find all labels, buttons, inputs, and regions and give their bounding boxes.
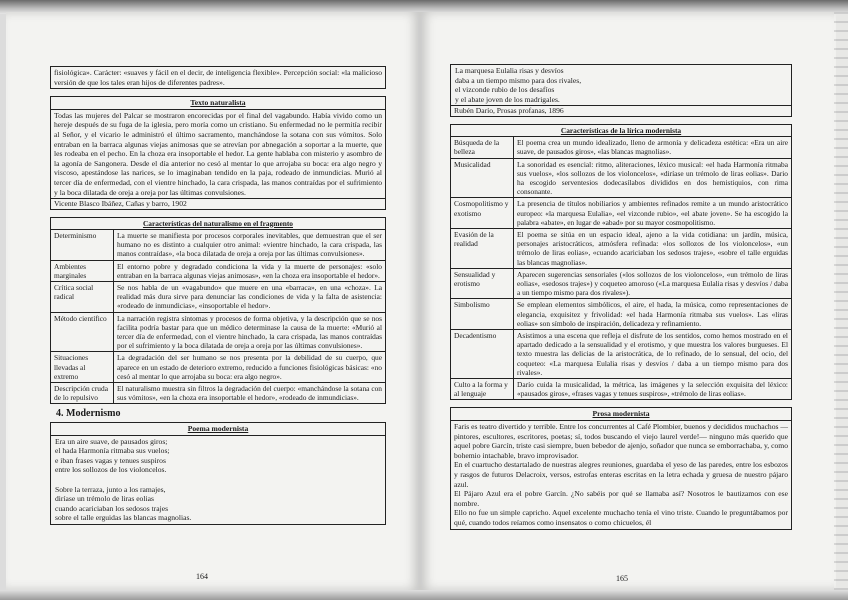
row-key: Cosmopolitismo y exotismo	[451, 198, 514, 229]
row-key: Musicalidad	[451, 158, 514, 198]
scan-edge-right	[834, 12, 848, 592]
row-key: Culto a la forma y al lenguaje	[451, 379, 514, 400]
row-key: Sensualidad y erotismo	[451, 268, 514, 299]
row-value: La presencia de títulos nobiliarios y ambientes refinados remite a un mundo aristocrático europeo: «la marquesa Eulalia», «el vizconde rubio», «el abate joven». Se ha escogido la palabra «abate», en lugar de «abad» por su mayor cosmopolitismo.	[514, 198, 792, 229]
row-key: Simbolismo	[451, 299, 514, 330]
row-value: Se emplean elementos simbólicos, el aire, el hada, la música, como representaciones de elegancia, exquisitez y frivolidad: «el hada Harmonía ritmaba sus vuelos». Las «liras eolias» son símbolo de inspiración, delicadeza y refinamiento.	[514, 299, 792, 330]
table-row	[51, 260, 386, 281]
table-row	[451, 229, 792, 269]
poem-line: y el abate joven de los madrigales.	[455, 94, 560, 104]
row-value: La narración registra síntomas y procesos de forma objetiva, y la descripción que se nos facilita podría bastar para que un médico determinase la causa de la muerte: «Murió al tercer día de enfermedad, con el vientre hinchado, la cara crispada, las manos contraídas por el sufrimiento y la boca dilatada de oreja a oreja por las últimas convulsiones».	[114, 312, 386, 352]
naturalist-text-body: Todas las mujeres del Palcar se mostraron encorecidas por el final del vagabundo. Había vivido como un hereje después de su fuga de la iglesia, pero moría como un cristiano. Su enfermedad no le permitía recibir al Señor, y el vicario le administró el último sacramento, manchándose la sotana con sus vómitos. Solo entraban en la barraca algunas viejas animosas que se atrevían por abnegación a soportar a la muerte, que les rodeaba en el pecho. En la choza era insoportable el hedor. La gente hablaba con misterio y asombro de la agonía de Sangonera. Desde el día anterior no cesó al mentar lo que arrojaba su boca: era algo negro y viscoso, apestándose las narices, se lo imaginaban tendido en la paja, rodeado de inmundicias. Murió al tercer día de enfermedad, con el vientre hinchado, la cara crispada, las manos contraídas por el sufrimiento y la boca dilatada de oreja a oreja por las últimas convulsiones.	[54, 110, 382, 197]
poem-line: sobre el talle erguidas las blancas magnolias.	[55, 513, 192, 523]
naturalist-text-box	[50, 96, 386, 199]
poem-line: daba a un tiempo mismo para dos rivales,	[455, 75, 582, 85]
right-page	[420, 12, 836, 590]
naturalist-text-citation: Vicente Blasco Ibáñez, Cañas y barro, 1902	[50, 199, 386, 210]
table-row	[51, 281, 386, 312]
prose-paragraph: El Pájaro Azul era el pobre Garcín. ¿No sabéis por qué se llamaba así? Nosotros le bautizamos con ese nombre.	[454, 489, 788, 508]
row-key: Método científico	[51, 312, 114, 352]
poem-line: Sobre la terraza, junto a los ramajes,	[55, 484, 166, 494]
naturalism-table-heading: Características del naturalismo en el fragmento	[51, 217, 386, 229]
scan-edge-bottom	[0, 590, 848, 600]
row-key: Búsqueda de la belleza	[451, 137, 514, 158]
row-key: Decadentismo	[451, 330, 514, 379]
row-key: Descripción cruda de lo repulsivo	[51, 382, 114, 403]
row-key: Evasión de la realidad	[451, 229, 514, 269]
poem-line: Era un aire suave, de pausados giros;	[55, 436, 168, 446]
row-value: La sonoridad es esencial: ritmo, aliteraciones, léxico musical: «el hada Harmonía ritmaba sus vuelos», «los sollozos de los violoncelos», «diríase un trémolo de liras eolias». Dario ha escogido serventesios dodecasílabos divididos en dos hemistiquios, con rima consonante.	[514, 158, 792, 198]
poem-citation: Rubén Darío, Prosas profanas, 1896	[450, 105, 792, 117]
table-row	[451, 330, 792, 379]
poem-line: el hada Harmonía ritmaba sus vuelos;	[55, 446, 170, 456]
table-row	[451, 299, 792, 330]
section-title: 4. Modernismo	[56, 408, 121, 420]
left-page	[6, 12, 420, 590]
row-value: El poema se sitúa en un espacio ideal, ajeno a la vida cotidiana: un jardín, música, personajes aristocráticos, atmósfera refinada: «los sollozos de los violoncelos», «un trémolo de liras eolias», «cuando acariciaban los sedosos trajes», «sobre el talle erguidas las blancas magnolias».	[514, 229, 792, 269]
table-row	[451, 137, 792, 158]
table-row	[51, 229, 386, 260]
table-row	[51, 312, 386, 352]
poem-line: entre los sollozos de los violoncelos.	[55, 465, 167, 475]
prose-box	[450, 407, 792, 529]
modernism-table	[450, 124, 792, 400]
row-value: El entorno pobre y degradado condiciona la vida y la muerte de personajes: «solo entraban en la barraca algunas viejas animosas», «en la choza era insoportable el hedor».	[114, 260, 386, 281]
table-row	[451, 198, 792, 229]
page-number-right: 165	[616, 574, 628, 583]
poem-line: el vizconde rubio de los desafíos	[455, 85, 555, 95]
row-key: Crítica social radical	[51, 281, 114, 312]
naturalism-table	[50, 217, 386, 405]
modernism-table-heading: Características de la lírica modernista	[451, 124, 792, 136]
table-row	[451, 158, 792, 198]
right-column	[450, 64, 792, 530]
row-value: El poema crea un mundo idealizado, lleno de armonía y delicadeza estética: «Era un aire suave, de pausados giros», «las blancas magnolias».	[514, 137, 792, 158]
poem-tail-box	[450, 64, 792, 105]
prose-heading: Prosa modernista	[451, 408, 791, 421]
top-snippet-box	[50, 66, 386, 89]
row-value: Aparecen sugerencias sensoriales («los sollozos de los violoncelos», «un trémolo de liras eolias», «sedosos trajes») y coqueteo amoroso («La marquesa Eulalia risas y desvíos / daba a un tiempo mismo para dos rivales»).	[514, 268, 792, 299]
table-row	[51, 352, 386, 383]
table-row	[451, 379, 792, 400]
poem-line: diríase un trémolo de liras eolias	[55, 494, 154, 504]
row-key: Ambientes marginales	[51, 260, 114, 281]
naturalist-text-heading: Texto naturalista	[51, 97, 385, 110]
poem-line: La marquesa Eulalia risas y desvíos	[455, 66, 564, 75]
stanza-gap	[55, 475, 381, 485]
top-snippet: fisiológica». Carácter: «suaves y fácil en el decir, de inteligencia flexible». Percepción social: «la malicioso versión de que los tales eran hijos de diferentes padres».	[54, 68, 382, 87]
table-row	[451, 268, 792, 299]
row-value: Darío cuida la musicalidad, la métrica, las imágenes y la selección exquisita del léxico: «pausados giros», «frases vagas y tenues suspiros», «trémolo de liras eolias».	[514, 379, 792, 400]
row-value: Se nos habla de un «vagabundo» que muere en una «barraca», en una «choza». La realidad más dura sirve para denunciar las condiciones de vida y la falta de asistencia: «rodeado de inmundicias», «insoportable el hedor».	[114, 281, 386, 312]
modernist-poem-box	[50, 422, 386, 525]
table-row	[51, 382, 386, 403]
page-number-left: 164	[196, 572, 208, 581]
modernist-poem-heading: Poema modernista	[51, 423, 385, 436]
poem-line: cuando acariciaban los sedosos trajes	[55, 503, 169, 513]
row-value: La degradación del ser humano se nos presenta por la debilidad de su cuerpo, que aparece en un estado de deterioro extremo, reducido a funciones fisiológicas básicas: «no cesó al mentar lo que arrojaba su boca: era algo negro».	[114, 352, 386, 383]
row-value: La muerte se manifiesta por procesos corporales inevitables, que demuestran que el ser humano no es distinto a cualquier otro animal: «vientre hinchado, la cara crispada, las manos contraídas», «la boca dilatada de oreja a oreja por las últimas convulsiones».	[114, 229, 386, 260]
prose-paragraph: En el cuartucho destartalado de nuestras alegres reuniones, guardaba el yeso de las paredes, entre los esbozos y rasgos de futuros Delacroix, versos, estrofas enteras escritas en la letra echada y gruesa de nuestro pájaro azul.	[454, 460, 788, 489]
prose-paragraph: Faris es teatro divertido y terrible. Entre los concurrentes al Café Plombier, buenos y decididos muchachos —pintores, escultores, escritores, poetas; sí, todos buscando el viejo laurel verde!— ninguno más querido que aquel pobre Garcín, triste casi siempre, buen bebedor de ajenjo, soñador que nunca se emborrachaba, y, como bohemio intachable, bravo improvisador.	[454, 422, 788, 460]
poem-line: e iban frases vagas y tenues suspiros	[55, 455, 166, 465]
row-key: Determinismo	[51, 229, 114, 260]
left-column	[50, 66, 386, 525]
row-value: Asistimos a una escena que refleja el disfrute de los sentidos, como hemos mostrado en el apartado dedicado a la sensualidad y el erotismo, y que muestra los valores burgueses. El texto muestra las delicias de la aristocrática, de lo refinado, de lo sensual, del ocio, del coqueteo: «La marquesa Eulalia risas y desvíos / daba a un tiempo mismo para dos rivales».	[514, 330, 792, 379]
row-value: El naturalismo muestra sin filtros la degradación del cuerpo: «manchándose la sotana con sus vómitos», «en la choza era insoportable el hedor», «rodeado de inmundicias».	[114, 382, 386, 403]
row-key: Situaciones llevadas al extremo	[51, 352, 114, 383]
prose-paragraph: Ello no fue un simple capricho. Aquel excelente muchacho tenía el vino triste. Cuando le preguntábamos por qué, cuando todos reíamos como insensatos o como chicuelos, él	[454, 508, 788, 527]
